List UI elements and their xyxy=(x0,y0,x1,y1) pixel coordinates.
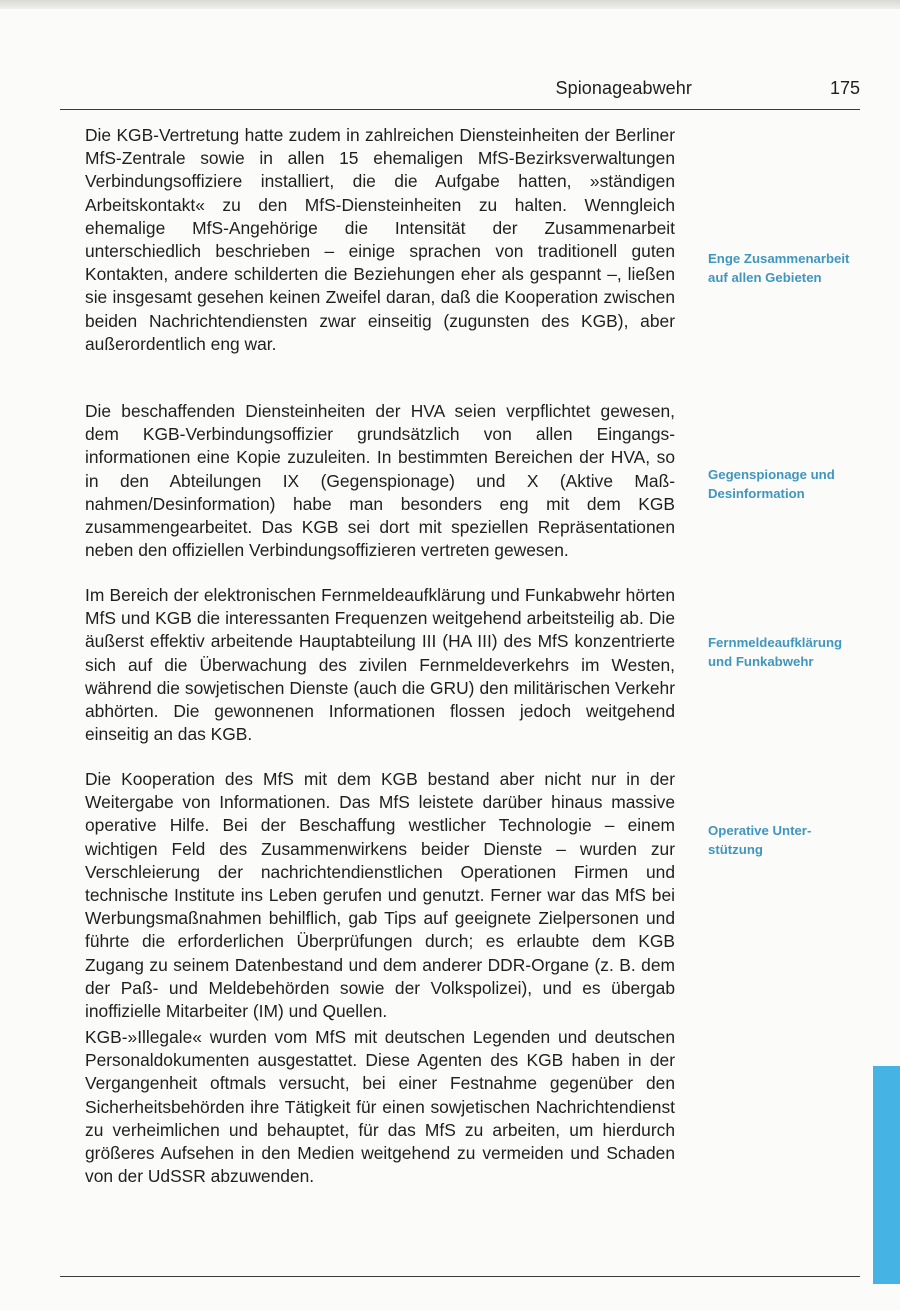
paragraph-kgb-liaison-officers: Die KGB-Vertretung hatte zudem in zahlreichen Diensteinheiten der Berliner MfS-Zentrale sowie in allen 15 ehemaligen MfS-Bezirksverwaltungen Verbindungsoffiziere installiert, die die Aufgabe hatten, »ständigen Arbeitskontakt« zu den MfS-Diensteinheiten zu halten. Wenngleich ehemalige MfS-Angehörige die Intensität der Zusammenarbeit unterschiedlich beschrieben – einige sprachen von traditionell guten Kontakten, andere schilderten die Beziehungen eher als gespannt –, ließen sie insgesamt gesehen keinen Zweifel daran, daß die Kooperation zwischen beiden Nachrichtendiensten zwar einseitig (zugunsten des KGB), aber außerordentlich eng war. xyxy=(85,125,675,354)
page-number: 175 xyxy=(829,78,860,98)
running-title: Spionageabwehr xyxy=(555,78,692,98)
margin-note-operative-support: Operative Unterstützung xyxy=(708,823,812,857)
footer-rule xyxy=(60,1276,860,1277)
margin-note-signals: Fernmeldeaufklärung und Funkabwehr xyxy=(708,635,843,669)
page-header xyxy=(60,78,860,108)
paragraph-operative-support: Die Kooperation des MfS mit dem KGB bestand aber nicht nur in der Weitergabe von Informationen. Das MfS leistete darüber hinaus massive operative Hilfe. Bei der Beschaffung westlicher Technologie – einem wichtigen Feld des Zusammenwirkens beider Dienste – wurden zur Verschleierung der nachrichtendienstlichen Operationen Firmen und technische Institute ins Leben gerufen und genutzt. Ferner war das MfS bei Werbungsmaßnahmen behilflich, gab Tips auf geeignete Zielpersonen und führte die erforderlichen Überprüfungen durch; es erlaubte dem KGB Zugang zu seinem Datenbestand und dem anderer DDR-Organe (z. B. dem der Paß- und Meldebehörden sowie der Volkspolizei), und es übergab inoffizielle Mitarbeiter (IM) und Quellen. xyxy=(85,769,675,1022)
chapter-thumb-tab xyxy=(873,1066,900,1284)
margin-note-counterespionage: Gegenspionage und Desinformation xyxy=(708,467,835,501)
header-rule xyxy=(60,109,860,110)
paragraph-kgb-illegals: KGB-»Illegale« wurden vom MfS mit deutschen Legenden und deutschen Personaldokumenten ausgestattet. Diese Agenten des KGB haben in der Vergangenheit oftmals versucht, bei einer Festnahme gegenüber den Sicherheitsbehörden ihre Tätigkeit für einen sowjetischen Nachrichtendienst zu verheimlichen und behauptet, für das MfS zu arbeiten, um hierdurch größeres Aufsehen in den Medien weitgehend zu vermeiden und Schaden von der UdSSR abzuwenden. xyxy=(85,1027,675,1187)
scan-top-edge xyxy=(0,0,900,9)
paragraph-hva-cooperation: Die beschaffenden Diensteinheiten der HVA seien verpflichtet gewesen, dem KGB-Verbindungsoffizier grundsätzlich von allen Eingangsinformationen eine Kopie zuzuleiten. In bestimmten Bereichen der HVA, so in den Abteilungen IX (Gegenspionage) und X (Aktive Maßnahmen/Desinformation) habe man besonders eng mit dem KGB zusammengearbeitet. Das KGB sei dort mit speziellen Repräsentationen neben den offiziellen Verbindungsoffizieren vertreten gewesen. xyxy=(85,401,675,561)
margin-note-cooperation: Enge Zusammenarbeit auf allen Gebieten xyxy=(708,251,850,285)
paragraph-signals-intelligence: Im Bereich der elektronischen Fernmeldeaufklärung und Funkabwehr hörten MfS und KGB die interessanten Frequenzen weitgehend arbeitsteilig ab. Die äußerst effektiv arbeitende Hauptabteilung III (HA III) des MfS konzentrierte sich auf die Überwachung des zivilen Fernmeldeverkehrs im Westen, während die sowjetischen Dienste (auch die GRU) den militärischen Verkehr abhörten. Die gewonnenen Informationen flossen jedoch weitgehend einseitig an das KGB. xyxy=(85,585,675,745)
